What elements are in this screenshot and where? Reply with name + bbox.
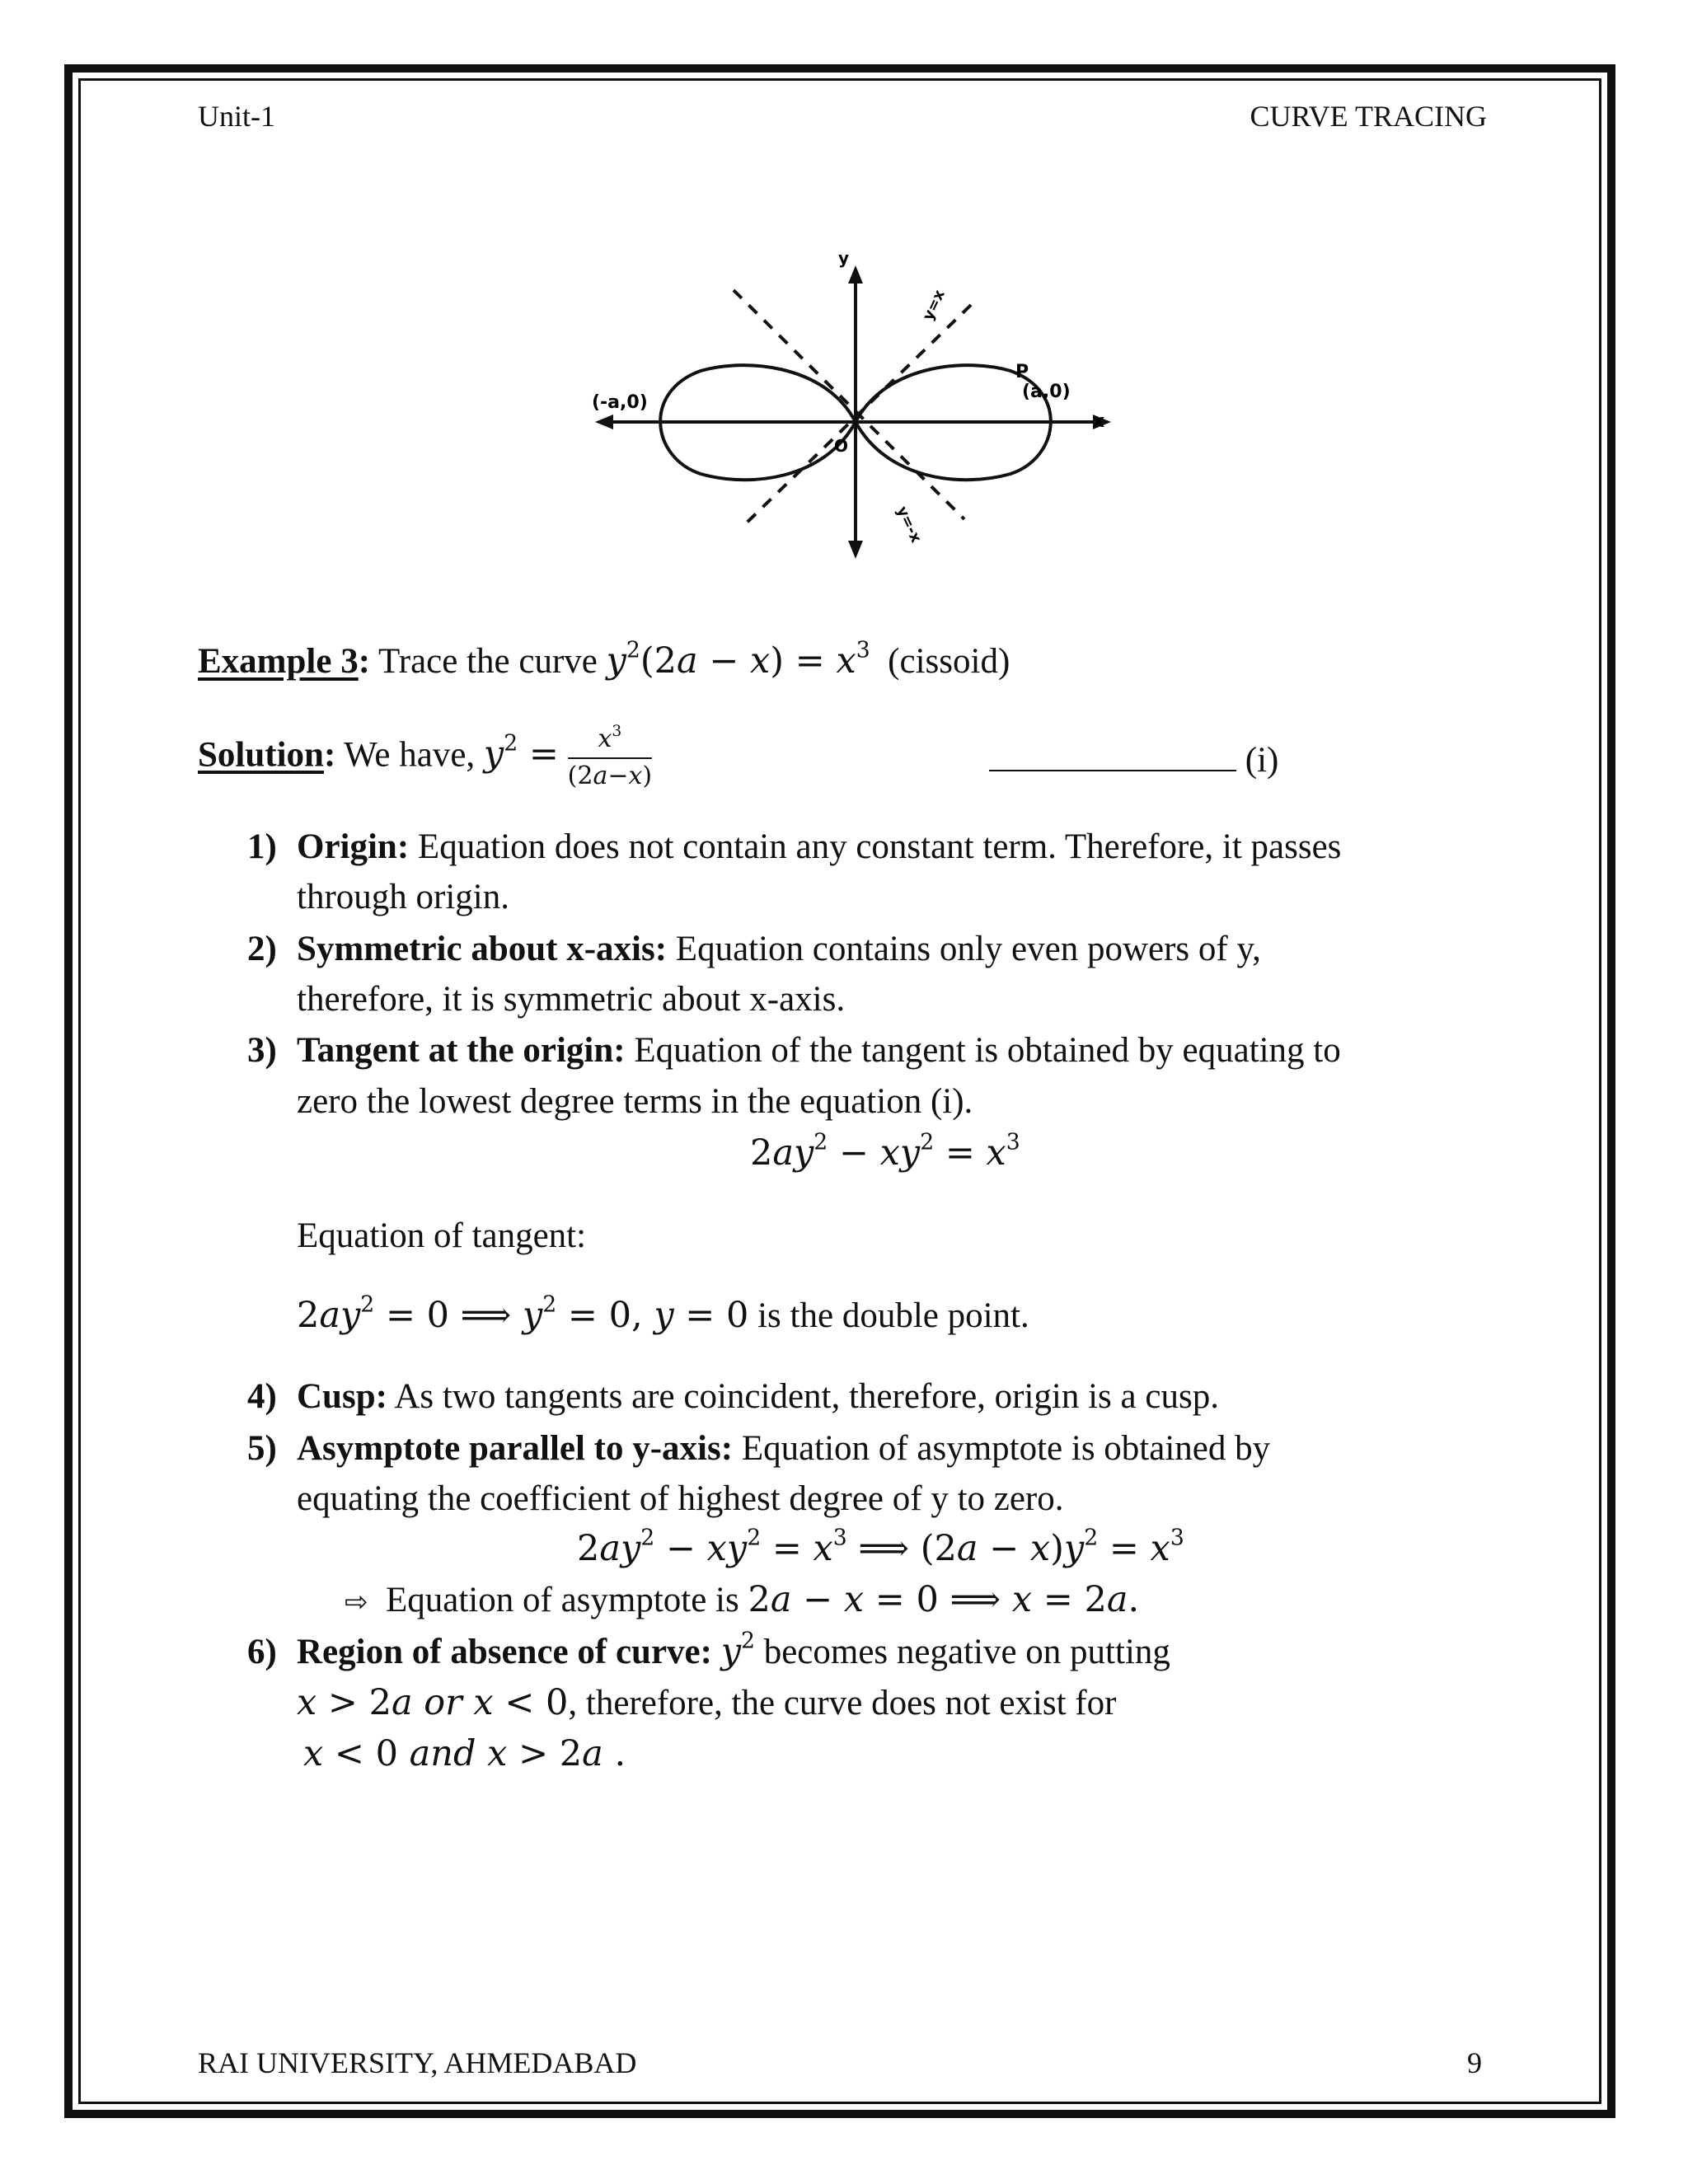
item-6-line2 bbox=[297, 1683, 1116, 1723]
lemniscate-figure bbox=[577, 247, 1121, 569]
item-text: Equation of the tangent is obtained by equating to bbox=[625, 1031, 1341, 1070]
region-condition: x < 0 and x > 2a . bbox=[303, 1733, 626, 1774]
list-item bbox=[247, 1376, 277, 1417]
example-label: Example 3 bbox=[198, 642, 359, 681]
tangent-equation: $2ay^2 - xy^2 = x^3$ bbox=[750, 1129, 1020, 1174]
item-title: Origin: bbox=[297, 827, 410, 866]
list-item bbox=[247, 929, 277, 969]
region-text: , therefore, the curve does not exist for bbox=[568, 1684, 1117, 1722]
arrow-bullet-icon: ⇨ bbox=[345, 1586, 368, 1619]
item-1-line2: through origin. bbox=[297, 878, 509, 916]
point-p-label: P bbox=[1015, 362, 1029, 382]
asymptote-line bbox=[345, 1580, 1139, 1620]
x-axis-left-arrow bbox=[595, 415, 613, 429]
item-3-line2: zero the lowest degree terms in the equation (i). bbox=[297, 1082, 973, 1121]
item-number: 2) bbox=[247, 930, 277, 968]
list-item bbox=[247, 1428, 277, 1469]
header-unit: Unit-1 bbox=[198, 100, 275, 133]
asymptote-equation: 2a − x = 0 ⟹ x = 2a. bbox=[748, 1579, 1140, 1620]
equation-reference bbox=[989, 740, 1278, 780]
item-number: 3) bbox=[247, 1031, 277, 1070]
line-pos-label: y=x bbox=[919, 287, 949, 324]
left-point-label: (-a,0) bbox=[592, 392, 648, 413]
item-title: Cusp: bbox=[297, 1377, 387, 1416]
y-axis-up-arrow bbox=[848, 265, 863, 284]
item-text: Equation contains only even powers of y, bbox=[667, 930, 1261, 968]
right-point-label: (a,0) bbox=[1022, 382, 1071, 402]
solution-text: We have, bbox=[335, 735, 484, 775]
tangent-label: Equation of tangent: bbox=[297, 1216, 587, 1255]
page-number: 9 bbox=[1467, 2046, 1482, 2079]
example-colon: : bbox=[358, 642, 371, 681]
equation-blank bbox=[989, 745, 1236, 771]
list-item bbox=[247, 1030, 277, 1071]
list-item bbox=[247, 1632, 277, 1672]
y-axis-down-arrow bbox=[848, 541, 863, 559]
item-4-line1 bbox=[297, 1376, 1219, 1417]
double-point-equation: $2ay^2 = 0$ ⟹ $y^2 = 0$, y = 0 bbox=[297, 1291, 749, 1336]
item-3-line1 bbox=[297, 1030, 1341, 1071]
item-number: 1) bbox=[247, 827, 277, 866]
solution-lhs: $y^2$ = bbox=[483, 730, 559, 776]
solution-line bbox=[198, 722, 653, 790]
header-title: CURVE TRACING bbox=[1250, 100, 1487, 133]
footer-university: RAI UNIVERSITY, AHMEDABAD bbox=[198, 2046, 637, 2079]
y-squared: $y^2$ bbox=[720, 1628, 755, 1672]
item-text: Equation does not contain any constant term. Therefore, it passes bbox=[409, 827, 1342, 866]
item-5-line1 bbox=[297, 1428, 1270, 1469]
example-heading bbox=[198, 637, 1010, 682]
region-inequality: x > 2a or x < 0 bbox=[297, 1682, 569, 1723]
line-y-neg-x bbox=[734, 290, 964, 519]
list-item bbox=[247, 827, 277, 867]
item-title: Region of absence of curve: bbox=[297, 1633, 712, 1671]
solution-colon: : bbox=[323, 735, 336, 775]
item-title: Tangent at the origin: bbox=[297, 1031, 626, 1070]
cissoid-equation: $y^2(2a - x) = x^3$ bbox=[606, 637, 870, 682]
item-number: 5) bbox=[247, 1429, 277, 1468]
y-axis-label: y bbox=[837, 248, 849, 268]
item-title: Asymptote parallel to y-axis: bbox=[297, 1429, 734, 1468]
x-axis-label: x bbox=[1093, 411, 1105, 432]
item-number: 6) bbox=[247, 1633, 277, 1671]
example-text: Trace the curve bbox=[370, 642, 607, 681]
item-text: As two tangents are coincident, therefore, origin is a cusp. bbox=[387, 1377, 1219, 1416]
asymptote-text: Equation of asymptote is bbox=[386, 1581, 748, 1619]
double-point-line bbox=[297, 1291, 1029, 1336]
item-title: Symmetric about x-axis: bbox=[297, 930, 668, 968]
item-number: 4) bbox=[247, 1377, 277, 1416]
item-text: Equation of asymptote is obtained by bbox=[733, 1429, 1271, 1468]
solution-fraction: $\frac{x^3}{(2a-x)}$ bbox=[567, 722, 653, 790]
item-text: becomes negative on putting bbox=[754, 1633, 1170, 1671]
item-2-line1 bbox=[297, 929, 1261, 969]
item-6-line1 bbox=[297, 1628, 1170, 1672]
line-neg-label: y=-x bbox=[893, 504, 925, 546]
asymptote-derivation: $2ay^2 - xy^2 = x^3$ ⟹ $(2a - x)y^2 = x^3$ bbox=[577, 1525, 1184, 1569]
origin-label: O bbox=[834, 436, 849, 456]
item-5-line2: equating the coefficient of highest degree of y to zero. bbox=[297, 1479, 1064, 1518]
double-point-text: is the double point. bbox=[748, 1296, 1029, 1335]
item-2-line2: therefore, it is symmetric about x-axis. bbox=[297, 980, 846, 1019]
example-note: (cissoid) bbox=[888, 642, 1010, 681]
solution-label: Solution bbox=[198, 735, 324, 775]
equation-ref-label: (i) bbox=[1245, 741, 1279, 780]
item-1-line1 bbox=[297, 827, 1341, 867]
